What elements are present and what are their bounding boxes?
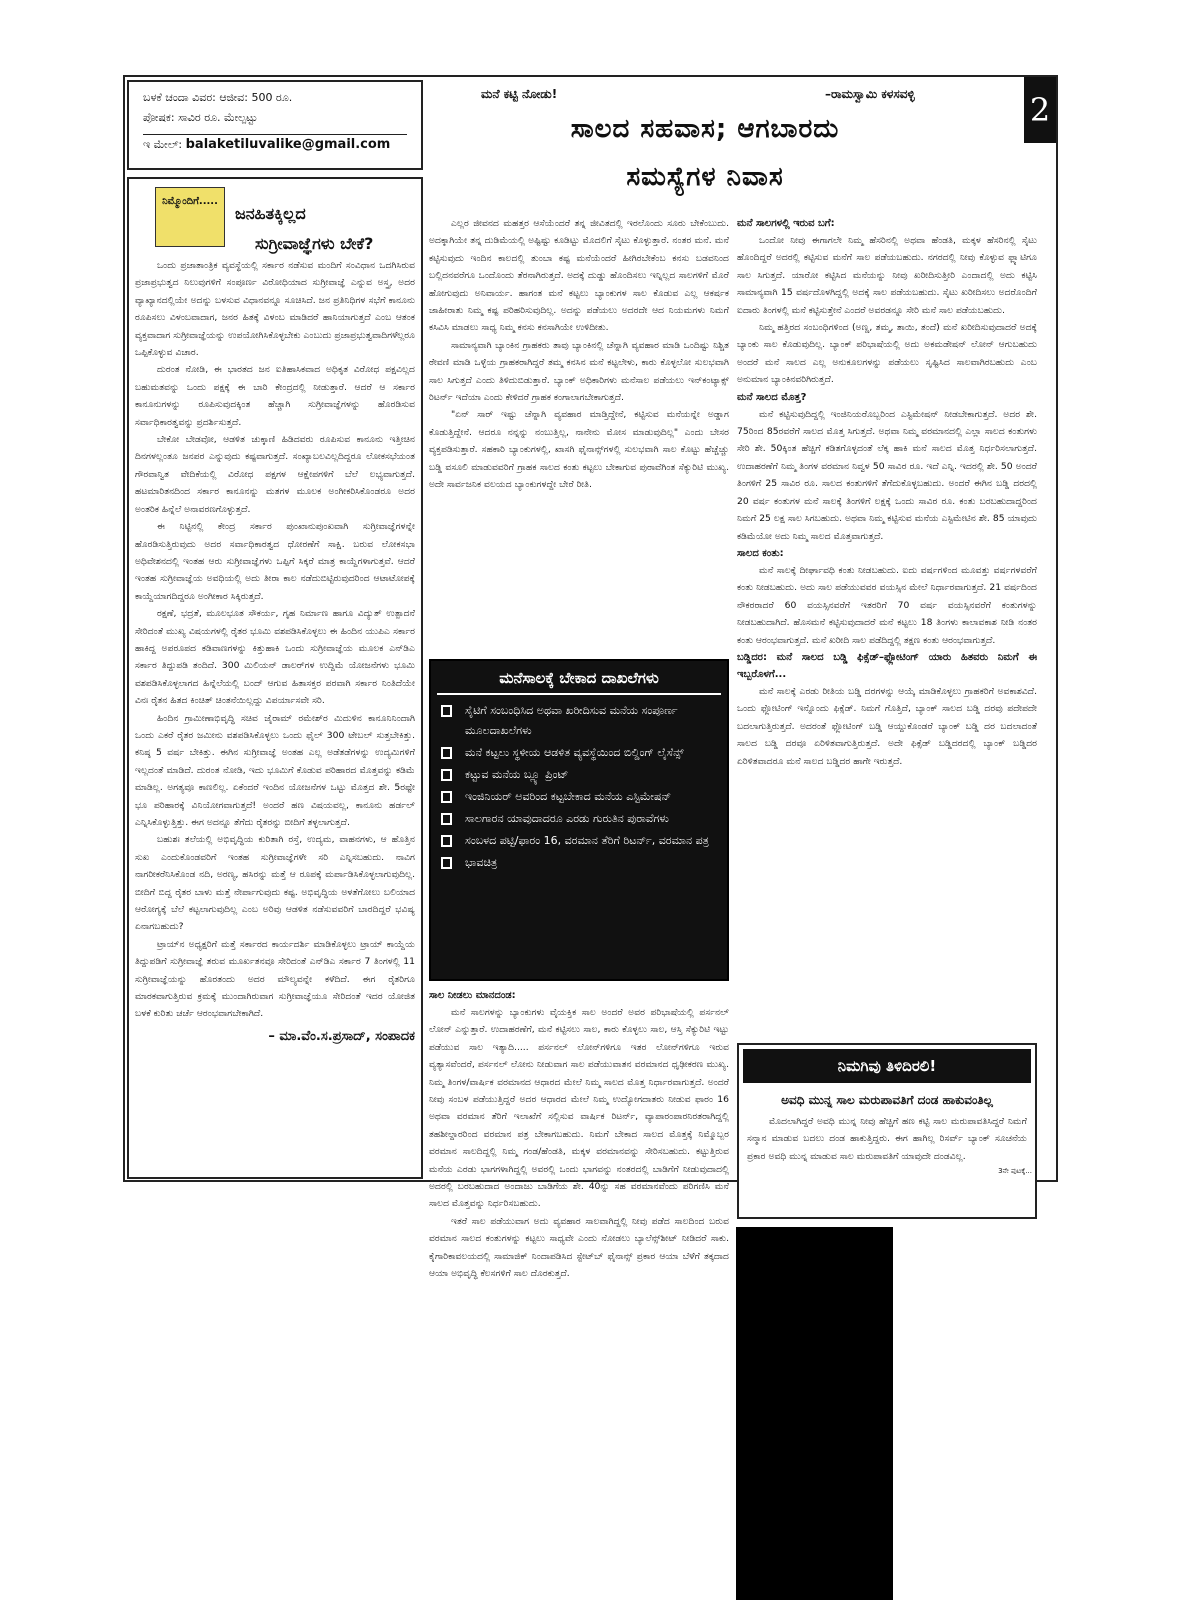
know-this-box [737,1043,1037,1219]
document-item-label: ಸಂಬಳದ ಪಟ್ಟಿ/ಫಾರಂ 16, ವರಮಾನ ತೆರಿಗೆ ರಿಟರ್ನ್, ವರಮಾನ ಪತ್ರ [465,834,709,847]
editorial-badge [155,187,225,247]
section-heading: ಮನೆ ಸಾಲದ ಮೊತ್ತ? [737,391,807,403]
checkbox-icon [441,791,452,803]
article-paragraph: ಇತರೆ ಸಾಲ ಪಡೆಯುವಾಗ ಅದು ವ್ಯವಹಾರ ಸಾಲವಾಗಿದ್ದಲ್ಲಿ ನೀವು ಪಡೆದ ಸಾಲದಿಂದ ಬರುವ ವರಮಾನ ಸಾಲದ ಕಂತುಗಳನ್ನು ಕಟ್ಟಲು ಸಾಧ್ಯವೇ ಎಂದು ನೋಡಲು ಬ್ಯಾಲೆನ್ಸ್‌ಶೀಟ್ ನೀಡಿದರೆ ಸಾಕು. ಕೈಗಾರಿಕಾವಲಯದಲ್ಲಿ ಸಾಮಾಜಿಕ್ ನಿಂದಾಪಡಿಸಿದ ಸ್ಟೇಟ್‌ಬ್ ಫೈನಾನ್ಸ್ ಪ್ರಕಾರ ಆಯಾ ಬೆಳೆಗೆ ತಕ್ಕದಾದ ಆಯಾ ಅಭಿವೃದ್ಧಿ ಕೆಲಸಗಳಿಗೆ ಸಾಲ ದೊರಕುತ್ತದೆ. [429,1215,729,1280]
article-paragraph: ಒಂದೋ ನೀವು ಈಗಾಗಲೇ ನಿಮ್ಮ ಹೆಸರಿನಲ್ಲಿ ಅಥವಾ ಹೆಂಡತಿ, ಮಕ್ಕಳ ಹೆಸರಿನಲ್ಲಿ ಸೈಟು ಹೊಂದಿದ್ದರೆ ಅದರಲ್ಲಿ ಕಟ್ಟಿಸುವ ಮನೆಗೆ ಸಾಲ ಪಡೆಯಬಹುದು. ನಗರದಲ್ಲಿ ನೀವು ಕೊಳ್ಳುವ ಫ್ಲ್ಯಾಟಿಗೂ ಸಾಲ ಸಿಗುತ್ತದೆ. ಯಾರೋ ಕಟ್ಟಿಸಿದ ಮನೆಯನ್ನು ನೀವು ಖರೀದಿಸುತ್ತೀರಿ ಎಂದಾದಲ್ಲಿ ಅದು ಕಟ್ಟಿಸಿ ಸಾಮಾನ್ಯವಾಗಿ 15 ವರ್ಷದೊಳಗಿದ್ದಲ್ಲಿ ಅದಕ್ಕೆ ಸಾಲ ಪಡೆಯಬಹುದು. ಸೈಟು ಖರೀದಿಸಲು ಅದರೊಂದಿಗೆ ಐದಾರು ತಿಂಗಳಲ್ಲಿ ಮನೆ ಕಟ್ಟಿಸುತ್ತೇನೆ ಎಂದರೆ ಅವರಡನ್ನೂ ಸೇರಿ ಮನೆ ಸಾಲ ಪಡೆಯಬಹುದು. [737,235,1037,316]
section-heading: ಸಾಲ ನೀಡಲು ಮಾನದಂಡ: [429,990,516,1001]
subscription-line-1: ಬಳಕೆ ಚಂದಾ ವಿವರ: ಆಜೀವ: 500 ರೂ. [143,91,293,104]
documents-box [429,659,729,981]
newspaper-page [123,75,1058,1280]
email-label: ಇ ಮೇಲ್: [143,138,183,151]
article-headline [455,105,955,201]
document-item [439,787,719,807]
article-paragraph: "ಏನ್ ಸಾರ್ ಇಷ್ಟು ಚೆನ್ನಾಗಿ ವ್ಯವಹಾರ ಮಾಡ್ತಿದ್ದೇನೆ, ಕಟ್ಟಿಸುವ ಮನೆಯನ್ನೇ ಅಡ್ಡಾಗ ಕೊಡುತ್ತಿದ್ದೇನೆ. ಆದರೂ ನನ್ನನ್ನು ನಂಬುತ್ತಿಲ್ಲ, ನಾನೇನು ಮೋಸ ಮಾಡುವುದಿಲ್ಲ" ಎಂದು ಬೇಸರ ವ್ಯಕ್ತಪಡಿಸುತ್ತಾರೆ. ಸಹಕಾರಿ ಬ್ಯಾಂಕುಗಳಲ್ಲಿ, ಖಾಸಗಿ ಫೈನಾನ್ಸ್‌ಗಳಲ್ಲಿ ಸುಲಭವಾಗಿ ಸಾಲ ಕೊಟ್ಟು ಹೆಚ್ಚೆಚ್ಚು ಬಡ್ಡಿ ವಸೂಲಿ ಮಾಡುವವರಿಗೆ ಗ್ರಾಹಕ ಸಾಲದ ಕಂತು ಕಟ್ಟಲು ಬೇಕಾಗುವ ಪುರಾವೆಗಿಂತ ಸೆಕ್ಯುರಿಟಿ ಮುಖ್ಯ. ಅದೇ ಸಾರ್ವಜನಿಕ ವಲಯದ ಬ್ಯಾಂಕುಗಳದ್ದೇ ಬೇರೆ ರೀತಿ. [429,409,729,491]
article-column-1-bottom [429,987,729,1280]
page-number: 2 [1024,77,1056,143]
documents-list [431,701,727,873]
document-item [439,743,719,763]
email-row [143,135,407,155]
document-item-label: ಭಾವಚಿತ್ರ [465,856,498,869]
document-item-label: ಸಾಲಗಾರನ ಯಾವುದಾದರೂ ಎರಡು ಗುರುತಿನ ಪುರಾವೆಗಳು [465,812,669,825]
article-paragraph: ಮನೆ ಸಾಲಕ್ಕೆ ಎರಡು ರೀತಿಯ ಬಡ್ಡಿ ದರಗಳನ್ನು ಆಯ್ಕೆ ಮಾಡಿಕೊಳ್ಳಲು ಗ್ರಾಹಕರಿಗೆ ಅವಕಾಶವಿದೆ. ಒಂದು ಫ್ಲೋಟಿಂಗ್ ಇನ್ನೊಂದು ಫಿಕ್ಸೆಡ್. ನಿಮಗೆ ಗೊತ್ತಿದೆ, ಬ್ಯಾಂಕ್ ಸಾಲದ ಬಡ್ಡಿ ದರವು ಪದೇಪದೇ ಬದಲಾಗುತ್ತಿರುತ್ತದೆ. ಅದರಂತೆ ಫ್ಲೋಟಿಂಗ್ ಬಡ್ಡಿ ಆಯ್ದುಕೊಂಡರೆ ಬ್ಯಾಂಕ್ ಬಡ್ಡಿ ದರ ಬದಲಾದಂತೆ ಸಾಲದ ಬಡ್ಡಿ ದರವೂ ಏರಿಳಿತವಾಗುತ್ತಿರುತ್ತದೆ. ಅದೇ ಫಿಕ್ಸೆಡ್ ಬಡ್ಡಿದರದಲ್ಲಿ ಬ್ಯಾಂಕ್ ಬಡ್ಡಿದರ ಏರಿಳಿತವಾದರೂ ಮನೆ ಸಾಲದ ಬಡ್ಡಿದರ ಹಾಗೇ ಇರುತ್ತದೆ. [737,685,1037,767]
know-this-paragraph: ಮೊದಲಾಗಿದ್ದರೆ ಅವಧಿ ಮುನ್ನ ನೀವು ಹೆಚ್ಚಿಗೆ ಹಣ ಕಟ್ಟಿ ಸಾಲ ಮರುಪಾವತಿಸಿದ್ದರೆ ನಿಮಗೆ ಸನ್ಮಾನ ಮಾಡುವ ಬದಲು ದಂಡ ಹಾಕುತ್ತಿದ್ದರು. ಈಗ ಹಾಗಿಲ್ಲ ರಿಸರ್ವ್ ಬ್ಯಾಂಕ್ ಸೂಚನೆಯ ಪ್ರಕಾರ ಅವಧಿ ಮುನ್ನ ಮಾಡುವ ಸಾಲ ಮರುಪಾವತಿಗೆ ಯಾವುದೇ ದಂಡವಿಲ್ಲ. [747,1116,1027,1162]
document-item [439,831,719,851]
article-paragraph: ಎಲ್ಲರ ಜೀವನದ ಮಹತ್ತರ ಆಸೆಯೆಂದರೆ ತನ್ನ ಜೀವಿತದಲ್ಲಿ ಇರಲೊಂದು ಸೂರು ಬೇಕೆಂಬುದು. ಅದಕ್ಕಾಗಿಯೇ ತನ್ನ ದುಡಿಮೆಯಲ್ಲಿ ಅಷ್ಟಿಷ್ಟು ಕೂಡಿಟ್ಟು ಮೊದಲಿಗೆ ಸೈಟು ಕೊಳ್ಳುತ್ತಾರೆ. ನಂತರ ಮನೆ. ಮನೆ ಕಟ್ಟಿಸುವುದು ಇಂದಿನ ಕಾಲದಲ್ಲಿ ತುಂಬಾ ಕಷ್ಟ ಮನೆಯೆಂದರೆ ಹೀಗಿರಬೇಕೆಂಬ ಕನಸು ಬಡವನಿಂದ ಬಲ್ಲಿದನವರೆಗೂ ಒಂದೊಂದು ತೆರನಾಗಿರುತ್ತದೆ. ಅದಕ್ಕೆ ದುಡ್ಡು ಹೊಂದಿಸಲು ಇನ್ನಿಲ್ಲದ ಸಾಲಗಳಿಗೆ ಮೊರೆ ಹೋಗುವುದು ಅನಿವಾರ್ಯ. ಹಾಗಂತ ಮನೆ ಕಟ್ಟಲು ಬ್ಯಾಂಕುಗಳ ಸಾಲ ಕೊಡುವ ಎಲ್ಲ ಆಕರ್ಷಕ ಜಾಹೀರಾತು ನಿಮ್ಮ ಕಷ್ಟ ಪರಿಹರಿಸುವುದಿಲ್ಲ. ಅದನ್ನು ಪಡೆಯಲು ಅದರದೇ ಆದ ನಿಯಮಗಳು ನಿಮಗೆ ಕಸಿವಿಸಿ ಮಾಡಲು ಸಾಧ್ಯ ನಿಮ್ಮ ಕನಸು ಕನಸಾಗಿಯೇ ಉಳಿದೀತು. [429,218,729,334]
editorial-paragraph: ಬಹುಶಃ ತಲೆಯಲ್ಲಿ ಅಭಿವೃದ್ಧಿಯ ಕುರಿತಾಗಿ ರಸ್ತೆ, ಉದ್ಯಮ, ವಾಹನಗಳು, ಆ ಹೊತ್ತಿನ ಸುಖ ಎಂದುಕೊಂಡವರಿಗೆ ಇಂತಹ ಸುಗ್ರೀವಾಜ್ಞೆಗಳೇ ಸರಿ ಎನ್ನಿಸಬಹುದು. ನಾವಿಗ ನಾಗರೀಕರೆನಿಸಿಕೊಂಡ ನದಿ, ಅರಣ್ಯ, ಹಸಿರನ್ನು ಮತ್ತೆ ಆ ರೂಪಕ್ಕೆ ಮರ್ಪಾಡಿಸಿಕೊಳ್ಳಲಾಗುವುದಿಲ್ಲ. ಬೀದಿಗೆ ಬಿದ್ದ ರೈತರ ಬಾಳು ಮತ್ತೆ ನೇರ್ಪಾಗುವುದು ಕಷ್ಟ. ಅಭಿವೃದ್ಧಿಯ ಅಳತೆಗೋಲು ಬಲಿಯಾದ ಆರೋಗ್ಯಕ್ಕೆ ಬೆಲೆ ಕಟ್ಟಲಾಗುವುದಿಲ್ಲ ಎಂಬ ಅರಿವು ಆಡಳಿತ ನಡೆಸುವವರಿಗೆ ಬಾರದಿದ್ದರೆ ಭವಿಷ್ಯ ಏನಾಗಬಹುದು? [135,834,415,933]
know-this-title: ನಿಮಗಿವು ತಿಳಿದಿರಲಿ! [743,1049,1031,1083]
editorial-title [235,199,373,259]
article-paragraph: ಮನೆ ಸಾಲಗಳನ್ನು ಬ್ಯಾಂಕುಗಳು ವೈಯಕ್ತಿಕ ಸಾಲ ಅಂದರೆ ಅವರ ಪರಿಭಾಷೆಯಲ್ಲಿ ಪರ್ಸನಲ್ ಲೋನ್ ಎನ್ನುತ್ತಾರೆ. ಉದಾಹರಣೆಗೆ, ಮನೆ ಕಟ್ಟಿಸಲು ಸಾಲ, ಕಾರು ಕೊಳ್ಳಲು ಸಾಲ, ಆಸ್ತಿ ಸೆಕ್ಯುರಿಟಿ ಇಟ್ಟು ಪಡೆಯುವ ಸಾಲ ಇತ್ಯಾದಿ..... ಪರ್ಸನಲ್ ಲೋನ್‌ಗಳಿಗೂ ಇತರ ಲೋನ್‌ಗಳಿಗೂ ಇರುವ ವ್ಯತ್ಯಾಸವೆಂದರೆ, ಪರ್ಸನಲ್ ಲೋನು ನೀಡುವಾಗ ಸಾಲ ಪಡೆಯುವಾತನ ವರಮಾನದ ಧೃಢೀಕರಣ ಮುಖ್ಯ. ನಿಮ್ಮ ತಿಂಗಳ/ವಾರ್ಷಿಕ ವರಮಾನದ ಆಧಾರದ ಮೇಲೆ ನಿಮ್ಮ ಸಾಲದ ಮೊತ್ತ ನಿರ್ಧಾರವಾಗುತ್ತದೆ. ಅಂದರೆ ನೀವು ಸಂಬಳ ಪಡೆಯುತ್ತಿದ್ದರೆ ಅದರ ಆಧಾರದ ಮೇಲೆ ನಿಮ್ಮ ಉದ್ಯೋಗದಾತರು ನೀಡುವ ಫಾರಂ 16 ಅಥವಾ ವರಮಾನ ತೆರಿಗೆ ಇಲಾಖೆಗೆ ಸಲ್ಲಿಸುವ ವಾರ್ಷಿಕ ರಿಟರ್ನ್, ವ್ಯಾಪಾರಂಪಾರನಿರತರಾಗಿದ್ದಲ್ಲಿ ತಹಶೀಲ್ದಾರರಿಂದ ವರಮಾನ ಪತ್ರ ಬೇಕಾಗಬಹುದು. ನಿಮಗೆ ಬೇಕಾದ ಸಾಲದ ಮೊತ್ತಕ್ಕೆ ನಿಮ್ಮೊಬ್ಬರ ವರಮಾನ ಸಾಲದಿದ್ದಲ್ಲಿ ನಿಮ್ಮ ಗಂಡ/ಹೆಂಡತಿ, ಮಕ್ಕಳ ವರಮಾನವನ್ನು ಸೇರಿಸಬಹುದು. ಕಟ್ಟುತ್ತಿರುವ ಮನೆಯ ಎರಡು ಭಾಗಗಳಾಗಿದ್ದಲ್ಲಿ ಅವರಲ್ಲಿ ಒಂದು ಭಾಗವನ್ನು ನಂತರದಲ್ಲಿ ಬಾಡಿಗೆಗೆ ನೀಡುವುದಾದಲ್ಲಿ ಅದರಲ್ಲಿ ಬರಬಹುದಾದ ಅಂದಾಜು ಬಾಡಿಗೆಯ ಶೇ. 40ನ್ನು ಸಹ ವರಮಾನವೆಂದು ಪರಿಗಣಿಸಿ ಮನೆ ಸಾಲದ ಮೊತ್ತವನ್ನು ನಿರ್ಧರಿಸಬಹುದು. [429,1007,729,1210]
document-item [439,701,719,741]
section-heading: ಸಾಲದ ಕಂತು: [737,547,784,559]
editorial-paragraph: ಟ್ರಾಯ್‌ನ ಅಧ್ಯಕ್ಷರಿಗೆ ಮತ್ತೆ ಸರ್ಕಾರದ ಕಾರ್ಯದರ್ಶಿ ಮಾಡಿಕೊಳ್ಳಲು ಟ್ರಾಯ್ ಕಾಯ್ದೆಯ ತಿದ್ದುಪಡಿಗೆ ಸುಗ್ರೀವಾಜ್ಞೆ ತರುವ ಮೂರ್ಖತನವೂ ಸೇರಿದಂತೆ ಎನ್‌ಡಿಎ ಸರ್ಕಾರ 7 ತಿಂಗಳಲ್ಲಿ 11 ಸುಗ್ರೀವಾಜ್ಞೆಯನ್ನು ಹೊರತಂದು ಅದರ ಮೌಲ್ಯವನ್ನೇ ಕಳೆದಿದೆ. ಈಗ ರೈತರಿಗೂ ಮಾರಕವಾಗುತ್ತಿರುವ ಕ್ರಮಕ್ಕೆ ಮುಂದಾಗಿರುವಾಗ ಸುಗ್ರೀವಾಜ್ಞೆಯೂ ಸೇರಿದಂತೆ ಇದರ ಯೋಜಿತ ಬಳಕೆ ಕುರಿತು ಚರ್ಚೆ ಆರಂಭವಾಗಬೇಕಾಗಿದೆ. [135,938,415,1020]
document-item-label: ಕಟ್ಟುವ ಮನೆಯ ಬ್ಲ್ಯೂ ಪ್ರಿಂಟ್ [465,768,569,781]
article-kicker: ಮನೆ ಕಟ್ಟಿ ನೋಡು! [481,87,558,101]
decorative-black-block [736,1227,893,1600]
article-paragraph: ನಿಮ್ಮ ಹತ್ತಿರದ ಸಂಬಂಧಿಗಳಿಂದ (ಅಣ್ಣ, ತಮ್ಮ, ತಾಯಿ, ತಂದೆ) ಮನೆ ಖರೀದಿಸುವುದಾದರೆ ಅದಕ್ಕೆ ಬ್ಯಾಂಕು ಸಾಲ ಕೊಡುವುದಿಲ್ಲ. ಬ್ಯಾಂಕ್ ಪರಿಭಾಷೆಯಲ್ಲಿ ಅದು ಅಕಮಡೇಷನ್ ಲೋನ್ ಆಗುಬಹುದು ಅಂದರೆ ಮನೆ ಸಾಲದ ಎಲ್ಲ ಅನುಕೂಲಗಳನ್ನು ಪಡೆಯಲು ಸೃಷ್ಟಿಸಿದ ಸಾಲವಾಗಿರಬಹುದು ಎಂಬ ಅನುಮಾನ ಬ್ಯಾಂಕಿನವರಿಗಿರುತ್ತದೆ. [737,322,1037,386]
checkbox-icon [441,747,452,759]
document-item [439,853,719,873]
editorial-paragraph: ರಕ್ಷಣೆ, ಭದ್ರತೆ, ಮೂಲಭೂತ ಸೌಕರ್ಯ, ಗೃಹ ನಿರ್ಮಾಣ ಹಾಗೂ ವಿದ್ಯುತ್ ಉತ್ಪಾದನೆ ಸೇರಿದಂತೆ ಮುಖ್ಯ ವಿಷಯಗಳಲ್ಲಿ ರೈತರ ಭೂಮಿ ವಶಪಡಿಸಿಕೊಳ್ಳಲು ಈ ಹಿಂದಿನ ಯುಪಿಎ ಸರ್ಕಾರ ಹಾಕಿದ್ದ ಅಪರೂಪದ ಕಡಿವಾಣಗಳನ್ನು ಕಿತ್ತುಹಾಕಿ ಒಂದು ಸುಗ್ರೀವಾಜ್ಞೆಯ ಮೂಲಕ ಎನ್‌ಡಿಎ ಸರ್ಕಾರ ತಿದ್ದುಪಡಿ ತಂದಿದೆ. 300 ಮಿಲಿಯನ್ ಡಾಲರ್‌ಗಳ ಉದ್ದಿಮೆ ಯೋಜನೆಗಳು ಭೂಮಿ ವಶಪಡಿಸಿಕೊಳ್ಳಲಾಗದ ಹಿನ್ನೆಲೆಯಲ್ಲಿ ಬಂದ್ ಆಗುವ ಹಿತಾಸಕ್ತರ ಪರವಾಗಿ ಸರ್ಕಾರ ನಿಂತಿದೆಯೇ ವಿನಃ ರೈತನ ಹಿತದ ಕಿಂಚಿತ್ ಚಿಂತನೆಯಿಲ್ಲದ್ದು ವಿಪರ್ಯಾಸವೇ ಸರಿ. [135,608,415,707]
editorial-paragraph: ದುರಂತ ನೋಡಿ, ಈ ಭಾರತದ ಜನ ಐತಿಹಾಸಿಕವಾದ ಅಧಿಕೃತ ವಿರೋಧ ಪಕ್ಷವಿಲ್ಲದ ಬಹುಮತವನ್ನು ಒಂದು ಪಕ್ಷಕ್ಕೆ ಈ ಬಾರಿ ಕೇಂದ್ರದಲ್ಲಿ ನೀಡುತ್ತಾರೆ. ಆದರೆ ಆ ಸರ್ಕಾರ ಕಾನೂನುಗಳನ್ನು ರೂಪಿಸುವುದಕ್ಕಿಂತ ಹೆಚ್ಚಾಗಿ ಸುಗ್ರೀವಾಜ್ಞೆಗಳನ್ನು ಹೊರಡಿಸುವ ಸರ್ವಾಧಿಕಾರತ್ವವನ್ನು ಪ್ರದರ್ಶಿಸುತ್ತದೆ. [135,364,415,428]
editorial-header [135,185,415,257]
document-item-label: ಮನೆ ಕಟ್ಟಲು ಸ್ಥಳೀಯ ಆಡಳಿತ ವ್ಯವಸ್ಥೆಯಿಂದ ಬಿಲ್ಡಿಂಗ್ ಲೈಸೆನ್ಸ್ [465,746,684,759]
article-column-2-top [737,215,1037,1015]
checkbox-icon [441,813,452,825]
checkbox-icon [441,705,452,717]
editorial-paragraph: ಒಂದು ಪ್ರಜಾತಾಂತ್ರಿಕ ವ್ಯವಸ್ಥೆಯಲ್ಲಿ ಸರ್ಕಾರ ನಡೆಸುವ ಮಂದಿಗೆ ಸಂವಿಧಾನ ಒದಗಿಸಿರುವ ಪ್ರಜಾಪ್ರಭುತ್ವದ ನಿಲುವುಗಳಿಗೆ ಸಂಪೂರ್ಣ ವಿರೋಧಿಯಾದ ಸುಗ್ರೀವಾಜ್ಞೆ ಎನ್ನುವ ಅಸ್ತ್ರ, ಅದರ ವ್ಯಾಖ್ಯಾನದಲ್ಲಿಯೇ ಅದನ್ನು ಬಳಸುವ ವಿಧಾನವನ್ನೂ ಸೂಚಿಸಿದೆ. ಜನ ಪ್ರತಿನಿಧಿಗಳ ಸಭೆಗೆ ಕಾನೂನು ರೂಪಿಸಲು ವಿಳಂಬವಾದಾಗ, ಜನರ ಹಿತಕ್ಕೆ ವಿಳಂಬ ಮಾಡಿದರೆ ಹಾನಿಯಾಗುತ್ತದೆ ಎಂಬ ಆತಂಕ ವ್ಯಕ್ತವಾದಾಗ ಸುಗ್ರೀವಾಜ್ಞೆಯನ್ನು ಉಪಯೋಗಿಸಿಕೊಳ್ಳಬೇಕು ಎಂಬುದು ಪ್ರಜಾಪ್ರಭುತ್ವವಾದಿಗಳೆಲ್ಲರೂ ಒಪ್ಪಿಕೊಳ್ಳುವ ವಿಚಾರ. [135,260,416,359]
checkbox-icon [441,835,452,847]
headline-line-2: ಸಮಸ್ಯೆಗಳ ನಿವಾಸ [626,162,784,192]
editorial-paragraph: ಈ ನಿಟ್ಟಿನಲ್ಲಿ ಕೇಂದ್ರ ಸರ್ಕಾರ ಪುಂಖಾನುಪುಂಖವಾಗಿ ಸುಗ್ರೀವಾಜ್ಞೆಗಳನ್ನೇ ಹೊರಡಿಸುತ್ತಿರುವುದು ಅದರ ಸರ್ವಾಧಿಕಾರತ್ವದ ಧೋರಣೆಗೆ ಸಾಕ್ಷಿ. ಬರುವ ಲೋಕಸಭಾ ಅಧಿವೇಶನದಲ್ಲಿ ಇಂತಹ ಆರು ಸುಗ್ರೀವಾಜ್ಞೆಗಳು ಒಪ್ಪಿಗೆ ಸಿಕ್ಕರೆ ಮಾತ್ರ ಕಾಯ್ದೆಗಳಾಗುತ್ತವೆ. ಆದರೆ ಇಂತಹ ಸುಗ್ರೀವಾಜ್ಞೆಯ ಅವಧಿಯಲ್ಲಿ ಅದು ತೀರಾ ಕಾಲ ನಡೆದುಬಿಟ್ಟಿರುವುದರಿಂದ ಆಟಾಟೋಪಕ್ಕೆ ಕಾಯ್ದೆಯಾಗದಿದ್ದರೂ ಅಂಗೀಕಾರ ಸಿಕ್ಕಿರುತ್ತದೆ. [135,521,415,602]
article-paragraph: ಸಾಮಾನ್ಯವಾಗಿ ಬ್ಯಾಂಕಿನ ಗ್ರಾಹಕರು ತಾವು ಬ್ಯಾಂಕಿನಲ್ಲಿ ಚೆನ್ನಾಗಿ ವ್ಯವಹಾರ ಮಾಡಿ ಒಂದಿಷ್ಟು ನಿಶ್ಚಿತ ಠೇವಣಿ ಮಾಡಿ ಒಳ್ಳೆಯ ಗ್ರಾಹಕರಾಗಿದ್ದರೆ ತಮ್ಮ ಕನಸಿನ ಮನೆ ಕಟ್ಟಲೇಳು, ಕಾರು ಕೊಳ್ಳಲೋ ಸುಲಭವಾಗಿ ಸಾಲ ಸಿಗುತ್ತದೆ ಎಂದು ತಿಳಿದುಬಿಡುತ್ತಾರೆ. ಬ್ಯಾಂಕ್ ಅಧಿಕಾರಿಗಳು ಮನೆಸಾಲ ಪಡೆಯಲು ಇನ್‌ಕಂಟ್ಯಾಕ್ಸ್ ರಿಟರ್ನ್ ಇದೆಯಾ ಎಂದು ಕೇಳಿದರೆ ಗ್ರಾಹಕ ಕಂಗಾಲಾಗಬೇಕಾಗುತ್ತದೆ. [429,339,729,404]
checkbox-icon [441,857,452,869]
article-author: –ರಾಮಸ್ವಾಮಿ ಕಳಸವಳ್ಳಿ [825,87,915,101]
know-this-subtitle: ಅವಧಿ ಮುನ್ನ ಸಾಲ ಮರುಪಾವತಿಗೆ ದಂಡ ಹಾಕುವಂತಿಲ್ಲ [781,1093,993,1107]
document-item-label: ಇಂಜಿನಿಯರ್ ಅವರಿಂದ ಕಟ್ಟಬೇಕಾದ ಮನೆಯ ಎಸ್ಟಿಮೇಷನ್ [465,790,672,803]
subscription-line-2: ಪೋಷಕ: ಸಾವಿರ ರೂ. ಮೇಲ್ಪಟ್ಟು [143,111,258,124]
email-link[interactable]: balaketiluvalike@gmail.com [185,137,391,152]
editorial-column [127,177,423,1179]
section-heading: ಮನೆ ಸಾಲಗಳಲ್ಲಿ ಇರುವ ಬಗೆ: [737,218,835,229]
article-paragraph: ಮನೆ ಸಾಲಕ್ಕೆ ದೀರ್ಘಾವಧಿ ಕಂತು ನೀಡಬಹುದು. ಐದು ವರ್ಷಗಳಿಂದ ಮೂವತ್ತು ವರ್ಷಗಳವರೆಗೆ ಕಂತು ನೀಡಬಹುದು. ಅದು ಸಾಲ ಪಡೆಯುವವರ ವಯಸ್ಸಿನ ಮೇಲೆ ನಿರ್ಧಾರವಾಗುತ್ತದೆ. 21 ವರ್ಷದಿಂದ ನೌಕರರಾದರೆ 60 ವಯಸ್ಸಿನವರೆಗೆ ಇತರರಿಗೆ 70 ವರ್ಷ ವಯಸ್ಸಿನವರೆಗೆ ಕಂತುಗಳನ್ನು ನೀಡಬಹುದಾಗಿದೆ. ಹೊಸಮನೆ ಕಟ್ಟಿಸುವುದಾದರೆ ಮನೆ ಕಟ್ಟಲು 18 ತಿಂಗಳು ಕಾಲಾವಕಾಶ ನೀಡಿ ನಂತರ ಕಂತು ಆರಂಭವಾಗುತ್ತದೆ. ಮನೆ ಖರೀದಿ ಸಾಲ ಪಡೆದಿದ್ದಲ್ಲಿ ತಕ್ಷಣ ಕಂತು ಆರಂಭವಾಗುತ್ತದೆ. [737,564,1037,646]
documents-box-title: ಮನೆಸಾಲಕ್ಕೆ ಬೇಕಾದ ದಾಖಲೆಗಳು [437,661,721,695]
document-item [439,809,719,829]
subscription-box [127,80,423,170]
article-paragraph: ಮನೆ ಕಟ್ಟಿಸುವುದಿದ್ದಲ್ಲಿ ಇಂಜಿನಿಯರೊಬ್ಬರಿಂದ ಎಸ್ಟಿಮೇಷನ್ ನೀಡಬೇಕಾಗುತ್ತದೆ. ಅದರ ಶೇ. 75ರಿಂದ 85ರವರೆಗೆ ಸಾಲದ ಮೊತ್ತ ಸಿಗುತ್ತದೆ. ಅಥವಾ ನಿಮ್ಮ ವರಮಾನದಲ್ಲಿ ಎಲ್ಲಾ ಸಾಲದ ಕಂತುಗಳು ಸೇರಿ ಶೇ. 50ಕ್ಕಿಂತ ಹೆಚ್ಚಿಗೆ ಕಡಿತಗೊಳ್ಳದಂತೆ ಲೆಕ್ಕ ಹಾಕಿ ಮನೆ ಸಾಲದ ಮೊತ್ತ ನಿರ್ಧರಿಸಲಾಗುತ್ತದೆ. ಉದಾಹರಣೆಗೆ ನಿಮ್ಮ ತಿಂಗಳ ವರಮಾನ ನಿವ್ವಳ 50 ಸಾವಿರ ರೂ. ಇದೆ ಎನ್ನಿ. ಇದರಲ್ಲಿ ಶೇ. 50 ಅಂದರೆ ತಿಂಗಳಿಗೆ 25 ಸಾವಿರ ರೂ. ಸಾಲದ ಕಂತುಗಳಿಗೆ ತೆಗೆದುಕೊಳ್ಳಬಹುದು. ಅಂದರೆ ಈಗಿನ ಬಡ್ಡಿ ದರದಲ್ಲಿ 20 ವರ್ಷ ಕಂತುಗಳ ಮನೆ ಸಾಲಕ್ಕೆ ತಿಂಗಳಿಗೆ ಲಕ್ಷಕ್ಕೆ ಒಂದು ಸಾವಿರ ರೂ. ಕಂತು ಬರಬಹುದಾದ್ದರಿಂದ ನಿಮಗೆ 25 ಲಕ್ಷ ಸಾಲ ಸಿಗಬಹುದು. ಅಥವಾ ನಿಮ್ಮ ಕಟ್ಟಿಸುವ ಮನೆಯ ಎಸ್ಟಿಮೇಟಿನ ಶೇ. 85 ಯಾವುದು ಕಡಿಮೆಯೋ ಅದು ನಿಮ್ಮ ಸಾಲದ ಮೊತ್ತವಾಗುತ್ತದೆ. [737,408,1037,542]
editorial-body [135,257,415,1023]
editorial-title-line-2: ಸುಗ್ರೀವಾಜ್ಞೆಗಳು ಬೇಕೆ? [255,234,374,253]
editorial-title-line-1: ಜನಹಿತಕ್ಕಿಲ್ಲದ [235,204,306,223]
document-item [439,765,719,785]
editorial-paragraph: ಬೇಕೋ ಬೇಡವೋ, ಆಡಳಿತ ಚುಕ್ಕಾಣಿ ಹಿಡಿದವರು ರೂಪಿಸುವ ಕಾನೂನು ಇತ್ತೀಚಿನ ದಿನಗಳಲ್ಲಂತೂ ಜನಪರ ಎನ್ನುವುದು ಕಷ್ಟವಾಗುತ್ತದೆ. ಸಂಖ್ಯಾಬಲವಿಲ್ಲದಿದ್ದರೂ ಲೋಕಸಭೆಯಂತ ಗೌರವಾನ್ವಿತ ವೇದಿಕೆಯಲ್ಲಿ ವಿರೋಧ ಪಕ್ಷಗಳ ಆಕ್ಷೇಪಗಳಿಗೆ ಬೆಲೆ ಲಭ್ಯವಾಗುತ್ತದೆ. ಹಟಮಾರಿತನದಿಂದ ಸರ್ಕಾರ ಕಾನೂನನ್ನು ಮತಗಳ ಮೂಲಕ ಅಂಗೀಕರಿಸಿಕೊಂಡರೂ ಅದರ ಅಂತರಿಕ ಹಿನ್ನೆಲೆ ಅನಾವರಣಗೊಳ್ಳುತ್ತದೆ. [135,434,415,515]
know-this-text [739,1113,1035,1165]
headline-line-1: ಸಾಲದ ಸಹವಾಸ; ಆಗಬಾರದು [570,114,840,144]
continued-note: 3ನೇ ಪುಟಕ್ಕೆ... [998,1167,1032,1175]
document-item-label: ಸೈಟಿಗೆ ಸಂಬಂಧಿಸಿದ ಅಥವಾ ಖರೀದಿಸುವ ಮನೆಯ ಸಂಪೂರ್ಣ ಮೂಲದಾಖಲೆಗಳು [465,704,678,737]
editor-signature: – ಮಾ.ವೆಂ.ಸ.ಪ್ರಸಾದ್, ಸಂಪಾದಕ [268,1028,415,1044]
section-heading: ಬಡ್ಡಿದರ: ಮನೆ ಸಾಲದ ಬಡ್ಡಿ ಫಿಕ್ಸೆಡ್–ಫ್ಲೋಟಿಂಗ್ ಯಾರು ಹಿತವರು ನಿಮಗೆ ಈ ಇಬ್ಬರೊಳಗೆ... [737,651,1037,680]
checkbox-icon [441,769,452,781]
badge-label: ನಿಮ್ಮೊಂದಿಗೆ..... [162,196,218,207]
editorial-paragraph: ಹಿಂದಿನ ಗ್ರಾಮೀಣಾಭಿವೃದ್ಧಿ ಸಚಿವ ಜೈರಾಮ್ ರಮೇಶ್‌ರ ಮಿದುಳಿನ ಕಾನೂನಿನಿಂದಾಗಿ ಒಂದು ಎಕರೆ ರೈತರ ಜಮೀನು ವಶಪಡಿಸಿಕೊಳ್ಳಲು ಒಂದು ಫೈಲ್ 300 ಟೇಬಲ್ ಸುತ್ತಬೇಕಿತ್ತು. ಕನಿಷ್ಠ 5 ವರ್ಷ ಬೇಕಿತ್ತು. ಈಗಿನ ಸುಗ್ರೀವಾಜ್ಞೆ ಅಂತಹ ಎಲ್ಲ ಅಡೆತಡೆಗಳನ್ನು ಉದ್ಯಮಿಗಳಿಗೆ ಇಲ್ಲದಂತೆ ಮಾಡಿದೆ. ದುರಂತ ನೋಡಿ, ಇದು ಭೂಮಿಗೆ ಕೊಡುವ ಪರಿಹಾರದ ಮೊತ್ತವನ್ನು ಕಡಿಮೆ ಮಾಡಿಲ್ಲ. ಅಗತ್ಯವೂ ಕಾಣಲಿಲ್ಲ. ಏಕೆಂದರೆ ಇಂದಿನ ಯೋಜನೆಗಳ ಒಟ್ಟು ಮೊತ್ತದ ಶೇ. 5ರಷ್ಟೇ ಭೂ ಪರಿಹಾರಕ್ಕೆ ವಿನಿಯೋಗವಾಗುತ್ತದೆ! ಅಂದರೆ ಹಣ ವಿಷಯವಲ್ಲ, ಕಾನೂನು ಹರ್ಡಲ್ ಎನ್ನಿಸಿಕೊಳ್ಳುತ್ತಿತ್ತು. ಈಗ ಅದನ್ನೂ ತೆಗೆದು ರೈತರನ್ನು ಬೀದಿಗೆ ತಳ್ಳಲಾಗುತ್ತದೆ. [135,712,415,828]
article-column-1-top [429,215,729,655]
